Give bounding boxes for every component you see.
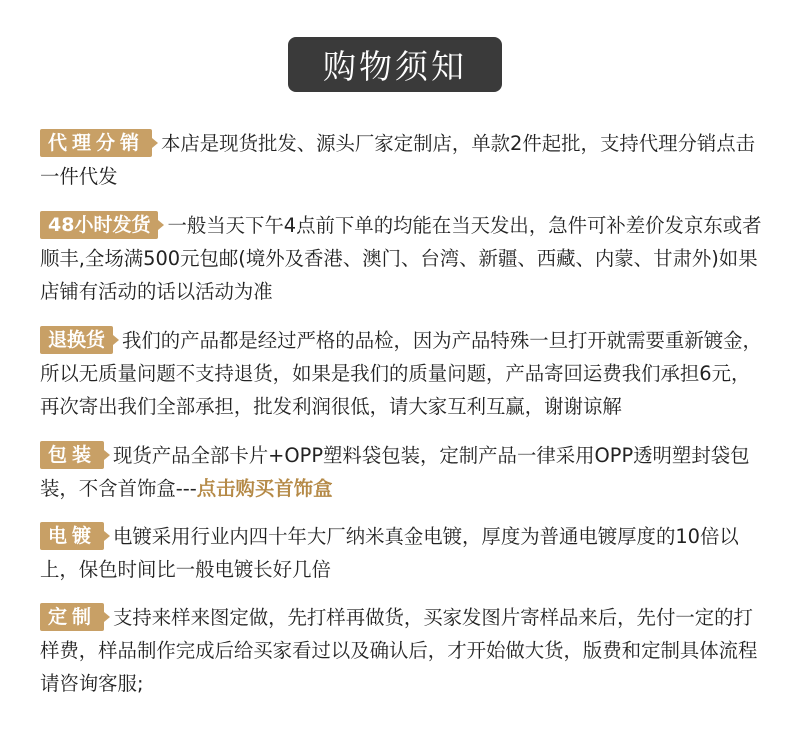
section-paragraph (40, 601, 765, 700)
section-paragraph (40, 127, 765, 193)
section-returns (40, 324, 765, 423)
section-paragraph (40, 324, 765, 423)
section-agent-distribution (40, 127, 765, 193)
section-plating (40, 520, 765, 586)
tag-returns: 退换货 (40, 326, 113, 354)
tag-plating: 电镀 (40, 522, 104, 550)
tag-packaging: 包装 (40, 441, 104, 469)
page-title-banner (288, 37, 502, 92)
page-title: 购物须知 (323, 47, 467, 86)
section-paragraph (40, 209, 765, 308)
section-packaging (40, 439, 765, 505)
tag-48h-shipping: 48小时发货 (40, 211, 158, 239)
section-customization (40, 601, 765, 700)
section-text: 一般当天下午4点前下单的均能在当天发出，急件可补差价发京东或者顺丰,全场满500元包邮(境外及香港、澳门、台湾、新疆、西藏、内蒙、甘肃外)如果店铺有活动的话以活动为准 (40, 214, 762, 303)
section-48h-shipping (40, 209, 765, 308)
section-text: 支持来样来图定做，先打样再做货，买家发图片寄样品来后，先付一定的打样费，样品制作完成后给买家看过以及确认后，才开始做大货，版费和定制具体流程请咨询客服; (40, 606, 758, 695)
tag-agent-distribution: 代理分销 (40, 129, 152, 157)
section-text: 我们的产品都是经过严格的品检，因为产品特殊一旦打开就需要重新镀金，所以无质量问题不支持退货，如果是我们的质量问题，产品寄回运费我们承担6元，再次寄出我们全部承担，批发利润很低，请大家互利互赢，谢谢谅解 (40, 329, 762, 418)
tag-customization: 定制 (40, 603, 104, 631)
section-text: 电镀采用行业内四十年大厂纳米真金电镀，厚度为普通电镀厚度的10倍以上，保色时间比一般电镀长好几倍 (40, 525, 739, 581)
section-text: 现货产品全部卡片+OPP塑料袋包装，定制产品一律采用OPP透明塑封袋包装，不含首饰盒--- (40, 444, 750, 500)
section-paragraph (40, 439, 765, 505)
section-text: 本店是现货批发、源头厂家定制店，单款2件起批，支持代理分销点击一件代发 (40, 132, 756, 188)
buy-jewelry-box-link[interactable]: 点击购买首饰盒 (196, 477, 333, 500)
section-paragraph (40, 520, 765, 586)
